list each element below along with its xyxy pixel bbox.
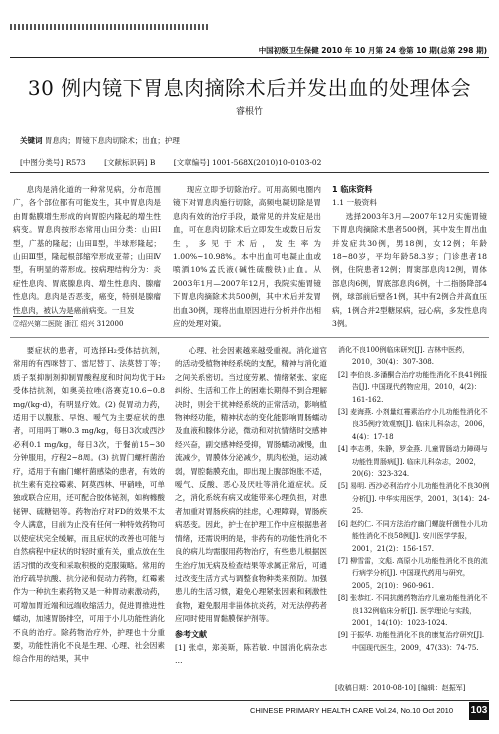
classification-rule — [10, 172, 489, 173]
reference-item: 消化不良100例临床研究[J]. 吉林中医药，2010，30(4)：307-308. — [338, 346, 470, 367]
reference-item: [8] 张恭红. 不同抗菌药物治疗儿童功能性消化不良132例临床分析[J]. 医学理论与实践，2001，14(10)：1023-1024. — [338, 594, 488, 627]
reference-item: [4] 李志勇，朱静，罗金燕. 儿童胃肠动力障碍与功能性胃肠病[J]. 临床儿科杂志，2002，20(6)：323-324. — [338, 445, 488, 479]
article-number: [文章编号] 1001-568X(2010)10-0103-02 — [173, 158, 322, 167]
keywords — [20, 135, 180, 146]
author: 睿根竹 — [235, 107, 263, 117]
reference-item: [5] 易明. 西沙必利治疗小儿功能性消化不良30例分析[J]. 中华实用医学，2001，3(14)：24-25. — [338, 482, 490, 516]
intro-column-1: 息肉是消化道的一种常见病，分布范围广，各个部位都有可能发生，其中胃息肉是由胃黏膜增生形成的向胃腔内隆起的增生性病变。胃息肉按形态常用山田分类：山田Ⅰ型，广基的隆起；山田Ⅱ型，半球形隆起；山田Ⅲ型，隆起根部缩窄形成亚蒂；山田Ⅳ型，有明显的蒂形成。按病理结构分为：炎症性息肉、胃底腺息肉、增生性息肉、腺瘤性息肉。息肉是否恶变，癌变，特别是腺瘤性息肉，被认为是癌前病变。一旦发 — [13, 185, 161, 315]
section-heading: 1 临床资料 — [332, 185, 373, 194]
journal-header: 中国初级卫生保健 2010 年 10 月第 24 卷第 10 期(总第 298 期) — [258, 46, 487, 55]
references-list — [338, 344, 490, 654]
clinical-data-column — [332, 183, 487, 330]
keywords-text: 胃息肉；胃镜下息肉切除术；出血；护理 — [44, 136, 180, 145]
page-number: 103 — [469, 702, 489, 720]
reference-item: [6] 赵约仁. 不同方法治疗幽门螺旋杆菌性小儿功能性消化不良58例[J]. 安川医学学报，2001，21(2)：156-157. — [338, 519, 488, 553]
clinical-text: 选择2003年3月—2007年12月实施胃镜下胃息肉摘除术患者500例，其中发生胃出血并发症共30例，男18例，女12例；年龄18~80岁，平均年龄58.3岁；门诊患者18例，住院患者12例；胃窦部息肉12例，胃体部息肉6例，胃底部息肉6例，十二指肠降部4例，球部前后壁各1例，其中有2例合并高血压病，1例合并2型糖尿病，冠心病，多发性息肉3例。 — [332, 211, 487, 329]
received-date: [收稿日期：2010-08-10] [编辑：赵振军] — [335, 684, 466, 692]
mid-rule — [10, 337, 489, 338]
reference-item: [2] 李伯良.多潘酮合治疗功能性消化不良41例报告[J]. 中国现代药物应用，2010，4(2)：161-162. — [338, 370, 488, 404]
affiliation-rule — [13, 316, 73, 317]
body-column-2: 心理、社会因素越来越受重视。消化道官的活动受植物神经系统的支配，精神与消化道之间关系密切。当过度劳累、情绪紧张、家庭纠纷、生活和工作上的困难长期得不到合理解决时，则会干扰神经系统的正常活动，影响植物神经功能，精神状态的变化能影响胃肠蠕动及血液和腺体分泌，微动和对抗情绪时交感神经兴奋，副交感神经受抑，胃肠蠕动减慢，血流减少，胃膜体分泌减少，肌肉松弛，运动减弱，胃腔黏膜充血，即出现上腹部饱胀不适，嗳气、反酸、恶心及厌吐等消化道症状。反之，消化系统有病又或能带来心理负担，对患者加重对胃肠疾病的挂虑，心理障碍，胃肠疾病恶变。因此，护士在护理工作中应根据患者情绪，还需说明的是，非药有的功能性消化不良的病儿均需服用药物治疗，有些患儿根据医生治疗加无病及检查结果等求属正常后，可通过改变生活方式与调整食物种类来预防。加强患儿的生活习惯，避免心理紧张因素和刺激性食物，避免服用非甾体抗炎药，对无法停药者应同时使用胃黏膜保护剂等。 参考文献 [1] 张卓，郑美斯，陈若敏. 中国消化病杂志 … — [175, 344, 327, 668]
reference-item: [9] 于振华. 功能性消化不良的康复治疗研究[J]. 中国现代医生，2009，47(33)：74-75. — [338, 631, 485, 652]
doc-code: [文献标识码] B — [104, 158, 156, 167]
body-column-1: 要症状的患者，可选择H₂受体拮抗剂，常用的有西咪替丁、雷尼替丁、法莫替丁等；质子泵抑制剂抑制胃酸程度和时间均优于H₂受体拮抗剂，如奥美拉唑(洛赛克10.6~0.8 mg/(kg·d)，有明显疗效。(2) 促胃动力药，适用于以腹胀、早饱、嗳气为主要症状的患者，可用吗丁啉0.3 mg/kg，每日3次或西沙必利0.1 mg/kg，每日3次，于餐前15~30分钟服用，疗程2~8周。(3) 抗胃门螺杆菌治疗，适用于有幽门螺杆菌感染的患者，有效的抗生素有克拉霉素、阿莫西林、甲硝唑，可单独或联合应用，还可配合胶体铋剂，如枸橼酸铋钾、硫糖铝等。药物治疗对FD的效果不太令人满意，目前为止没有任何一种特效药物可以使症状完全缓解，而且症状的改善也可能与自然病程中症状的时轻时重有关，重点放在生活习惯的改变和采取积极的克服策略。常用的治疗疏导抗酸、抗分泌和促动力药物，红霉素作为一种抗生素药物又是一种胃动素激动药，可增加胃近端和远端收缩活力，促进胃推进性蠕动，加速胃肠排空，可用于小儿功能性消化不良的治疗。除药物治疗外，护理也十分重要，功能性消化不良是生理、心理、社会因素综合作用的结果，其中 — [13, 346, 165, 664]
reference-item: [1] 张卓，郑美斯，陈若敏. 中国消化病杂志 … — [175, 642, 327, 666]
classification-line — [20, 157, 490, 168]
footer-rule — [10, 700, 489, 701]
header-stripe — [10, 24, 489, 32]
article-title: 30 例内镜下胃息肉摘除术后并发出血的处理体会 — [27, 76, 472, 100]
journal-footer: CHINESE PRIMARY HEALTH CARE Vol.24, No.10 Oct 2010 — [250, 706, 453, 715]
reference-item: [7] 柳雪雷，文彪. 高原小儿功能性消化不良的流行病学分析[J]. 中国现代药用与研究，2005，2(10)：960-961. — [338, 556, 488, 590]
keywords-label: 关键词 — [20, 136, 43, 145]
subsection-heading: 1.1 一般资料 — [332, 198, 377, 208]
class-code: [中图分类号] R573 — [20, 158, 86, 167]
intro-column-2: 现应立即予切除治疗。可用高频电圈内镜下对胃息肉施行切除，高频电凝切除是胃息肉有效的治疗手段，最常见的并发症是出血，可在息肉切除术后立即发生或数日后发生，多见于术后，发生率为1.00%~10.98%。本中出血可电凝止血或喷洒10%孟氏液(碱性硫酸铁)止血。从2003年1月—2007年12月，我院实施胃镜下胃息肉摘除术共500例，其中术后并发胃出血30例，现将出血原因进行分析并作出相应的处理对策。 — [173, 185, 321, 329]
header-rule — [10, 57, 489, 58]
reference-item: [3] 麦海燕. 小剂量红霉素治疗小儿功能性消化不良35例疗效观察[J]. 临床儿科杂志，2006，4(4)：17-18 — [338, 408, 490, 441]
references-heading: 参考文献 — [175, 629, 207, 639]
affiliation: ②绍兴第二医院 浙江 绍兴 312000 — [13, 320, 124, 328]
